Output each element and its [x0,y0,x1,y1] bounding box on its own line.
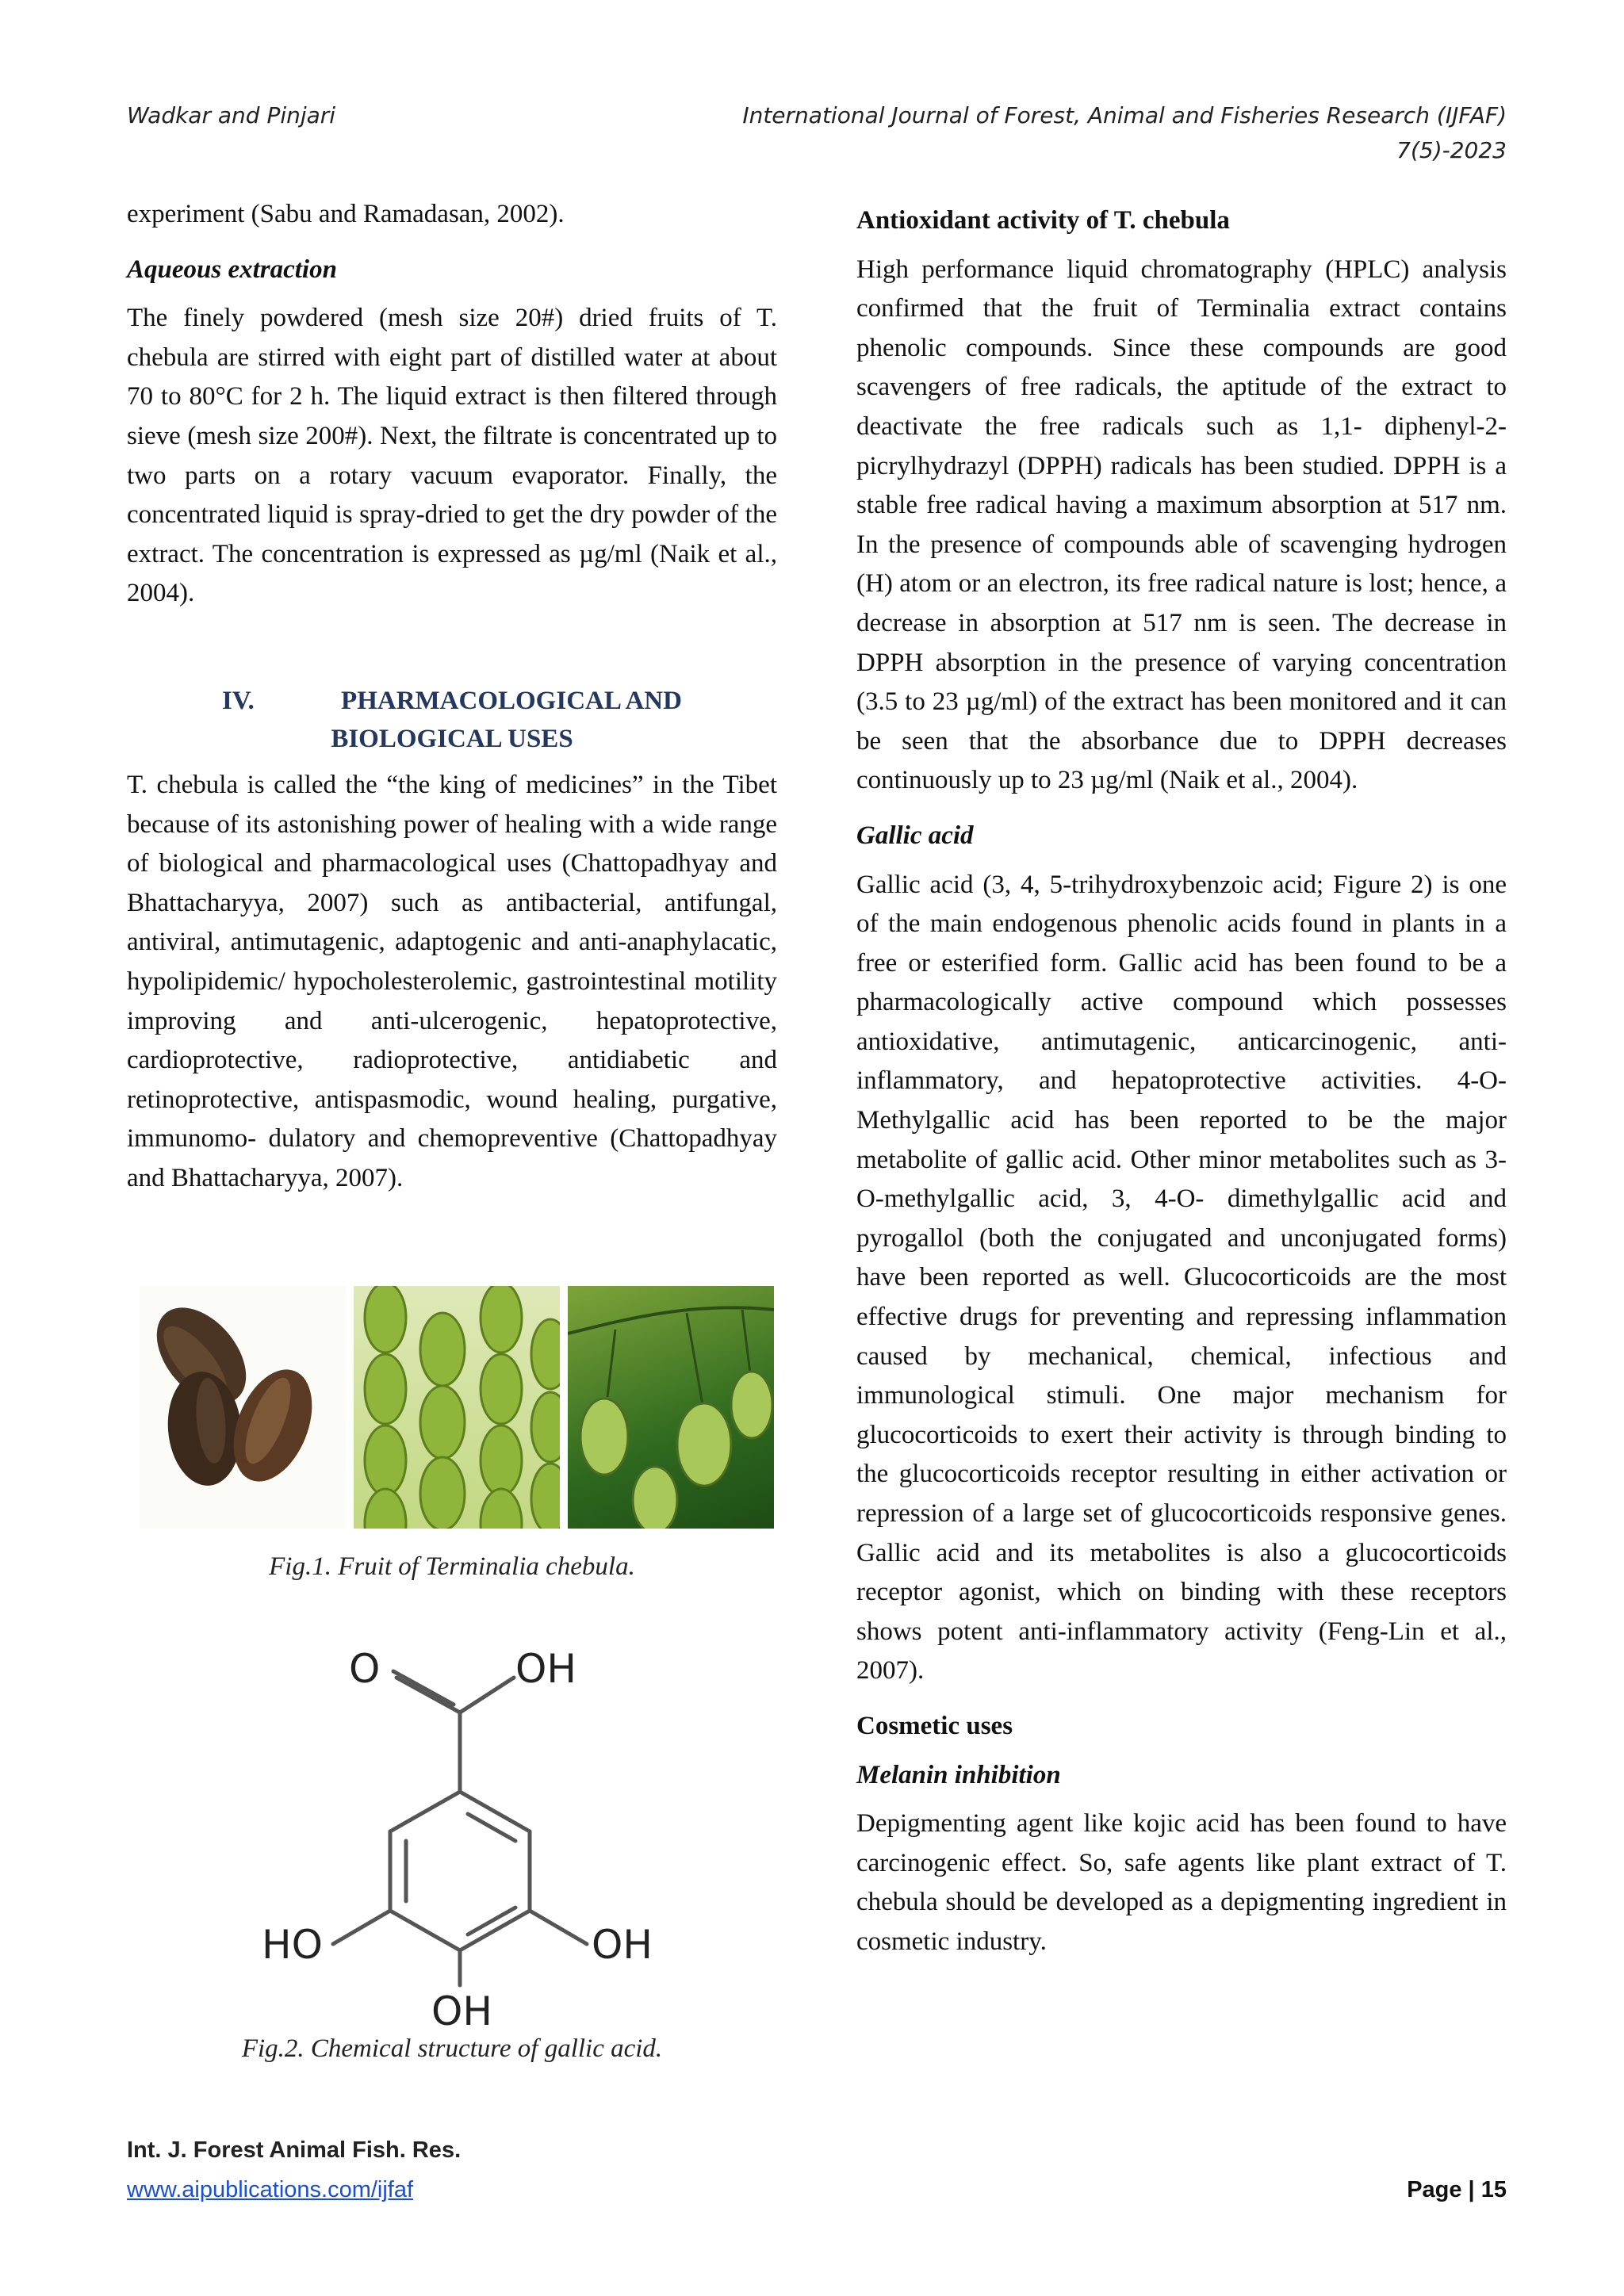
paragraph-experiment-end: experiment (Sabu and Ramadasan, 2002). [127,200,565,228]
paragraph-gallic-acid: Gallic acid (3, 4, 5-trihydroxybenzoic acid; Figure 2) is one of the main endogenous phenolic acids found in plants in a free or esterified form. Gallic acid has been found to be a pharmacologically active compound which possesses antioxidative, antimutagenic, anticarcinogenic, anti-inflammatory, and hepatoprotective activities. 4-O- Methylgallic acid has been reported to be the major metabolite of gallic acid. Other minor metabolites such as 3-O-methylgallic acid, 3, 4-O- dimethylgallic acid and pyrogallol (both the conjugated and unconjugated forms) have been reported as well. Glucocorticoids are the most effective drugs for preventing and repressing inflammation caused by mechanical, chemical, infectious and immunological stimuli. One major mechanism for glucocorticoids to exert their activity is through binding to the glucocorticoids receptor resulting in either activation or repression of a large set of glucocorticoids responsive genes. Gallic acid and its metabolites is also a glucocorticoids receptor agonist, which on binding with these receptors shows potent anti-inflammatory activity (Feng-Lin et al., 2007). [856,870,1507,1686]
heading-antioxidant-activity: Antioxidant activity of T. chebula [856,206,1230,235]
label-ho-left: HO [262,1922,323,1968]
page-number: Page | 15 [1407,2177,1507,2202]
section-heading [127,682,777,758]
green-fruit-photo [354,1286,560,1529]
section-number: IV. [222,686,255,715]
section-title-line2: BIOLOGICAL USES [331,724,573,753]
footer-journal: Int. J. Forest Animal Fish. Res. [127,2137,462,2163]
header-issue: 7(5)-2023 [1396,137,1507,163]
gallic-acid-structure [238,1633,682,2030]
heading-melanin-inhibition: Melanin inhibition [856,1760,1061,1789]
header-journal-block [634,98,1507,168]
heading-cosmetic-uses: Cosmetic uses [856,1711,1013,1740]
heading-aqueous-extraction: Aqueous extraction [127,254,337,284]
heading-gallic-acid: Gallic acid [856,821,974,850]
left-column [127,195,777,1198]
figure-2-caption: Fig.2. Chemical structure of gallic acid. [241,2034,663,2063]
paragraph-antioxidant: High performance liquid chromatography (HPLC) analysis confirmed that the fruit of Terminalia extract contains phenolic compounds. Since these compounds are good scavengers of free radicals, the aptitude of the extract to deactivate the free radicals such as 1,1- diphenyl-2-picrylhydrazyl (DPPH) radicals has been studied. DPPH is a stable free radical having a maximum absorption at 517 nm. In the presence of compounds able of scavenging hydrogen (H) atom or an electron, its free radical nature is lost; hence, a decrease in absorption at 517 nm is seen. The decrease in DPPH absorption in the presence of varying concentration (3.5 to 23 µg/ml) of the extract has been monitored and it can be seen that the absorbance due to DPPH decreases continuously up to 23 µg/ml (Naik et al., 2004). [856,254,1507,795]
label-acid-oh: OH [515,1646,576,1692]
paragraph-pharmacological-uses: T. chebula is called the “the king of medicines” in the Tibet because of its astonishing power of healing with a wide range of biological and pharmacological uses (Chattopadhyay and Bhattacharyya, 2007) such as antibacterial, antifungal, antiviral, antimutagenic, adaptogenic and anti-anaphylacatic, hypolipidemic/ hypocholesterolemic, gastrointestinal motility improving and anti-ulcerogenic, hepatoprotective, cardioprotective, radioprotective, antidiabetic and retinoprotective, antispasmodic, wound healing, purgative, immunomo- dulatory and chemopreventive (Chattopadhyay and Bhattacharyya, 2007). [127,770,777,1192]
header-journal: International Journal of Forest, Animal and Fisheries Research (IJFAF) [742,102,1507,128]
header-authors: Wadkar and Pinjari [127,102,336,128]
right-column [856,195,1507,1962]
paragraph-aqueous-extraction: The finely powdered (mesh size 20#) dried fruits of T. chebula are stirred with eight part of distilled water at about 70 to 80°C for 2 h. The liquid extract is then filtered through sieve (mesh size 200#). Next, the filtrate is concentrated up to two parts on a rotary vacuum evaporator. Finally, the concentrated liquid is spray-dried to get the dry powder of the extract. The concentration is expressed as µg/ml (Naik et al., 2004). [127,304,777,608]
fruit-on-branch-photo [568,1286,774,1529]
footer-url-link[interactable]: www.aipublications.com/ijfaf [127,2177,414,2202]
label-oh-right: OH [592,1922,653,1968]
figure-1-caption: Fig.1. Fruit of Terminalia chebula. [269,1552,635,1581]
figure-1-photos [140,1286,774,1529]
section-title-line1: PHARMACOLOGICAL AND [341,686,682,715]
label-oh-bottom: OH [431,1988,492,2030]
paragraph-melanin-inhibition: Depigmenting agent like kojic acid has been found to have carcinogenic effect. So, safe agents like plant extract of T. chebula should be developed as a depigmenting ingredient in cosmetic industry. [856,1809,1507,1956]
label-carbonyl-o: O [349,1646,381,1692]
dried-fruit-photo [140,1286,346,1529]
